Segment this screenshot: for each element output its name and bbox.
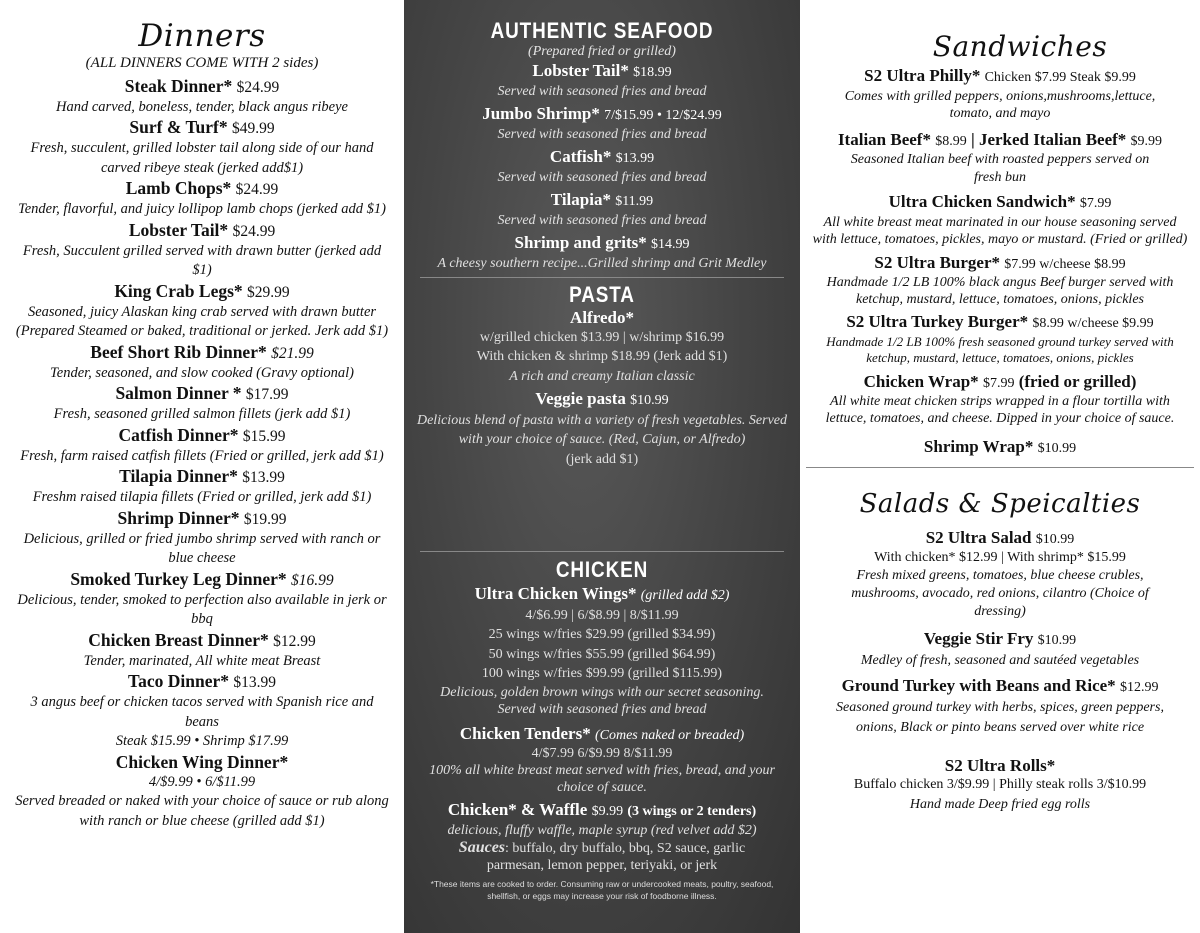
philly-name: S2 Ultra Philly* <box>864 66 981 85</box>
dinner-item-heading <box>0 508 404 530</box>
tenders-note: (Comes naked or breaded) <box>594 727 745 743</box>
dinner-item-name: Smoked Turkey Leg Dinner* <box>70 568 287 589</box>
dinners-subtitle: (ALL DINNERS COME WITH 2 sides) <box>85 55 319 71</box>
wings-desc: Delicious, golden brown wings with our secret seasoning. Served with seasoned fries and bread <box>440 684 764 717</box>
ground-turkey-item <box>800 676 1200 698</box>
dinner-item-heading <box>0 281 404 303</box>
seafood-item-price: 7/$15.99 • 12/$24.99 <box>604 108 722 123</box>
dinner-item-name: Chicken Breast Dinner* <box>88 629 269 650</box>
rolls-prices: Buffalo chicken 3/$9.99 | Philly steak rolls 3/$10.99 <box>853 777 1147 792</box>
alfredo-desc: A rich and creamy Italian classic <box>509 368 695 384</box>
turkey-burger-desc: Handmade 1/2 LB 100% fresh seasoned ground turkey served with ketchup, mustard, lettuce, tomatoes, onions, pickles <box>826 333 1174 365</box>
dinner-item-heading <box>0 425 404 447</box>
seafood-item-name: Tilapia* <box>550 190 611 209</box>
seafood-subtitle: (Prepared fried or grilled) <box>528 44 676 59</box>
dinner-item-desc: Delicious, grilled or fried jumbo shrimp served with ranch or blue cheese <box>23 530 381 566</box>
dinner-item-heading <box>0 569 404 591</box>
rolls-desc: Hand made Deep fried egg rolls <box>909 796 1091 812</box>
italian-beef-separator: | <box>966 129 979 149</box>
wings-item <box>404 584 800 606</box>
dinner-item-desc: Tender, seasoned, and slow cooked (Gravy optional) <box>50 364 354 381</box>
wrap-note: (fried or grilled) <box>1018 371 1137 391</box>
philly-desc: Comes with grilled peppers, onions,mushrooms,lettuce, tomato, and mayo <box>844 88 1156 121</box>
dinner-item-price: $13.99 <box>242 469 285 486</box>
dinner-item-extra: Steak $15.99 • Shrimp $17.99 <box>115 733 289 749</box>
waffle-name: Chicken* & Waffle <box>447 800 588 819</box>
dark-center-column <box>404 0 800 933</box>
dinner-item-price: $19.99 <box>243 510 287 528</box>
philly-item <box>800 66 1200 88</box>
seafood-item-heading <box>404 189 800 212</box>
seafood-item-price: $11.99 <box>615 194 654 209</box>
seafood-item-desc: Served with seasoned fries and bread <box>497 170 707 185</box>
ground-turkey-price: $12.99 <box>1119 680 1159 695</box>
burger-item <box>800 253 1200 275</box>
dinners-title: Dinners <box>138 18 266 54</box>
dinner-item-price: $15.99 <box>242 427 286 445</box>
seafood-item-heading <box>404 60 800 83</box>
dinner-item-heading <box>0 383 404 405</box>
seafood-item-desc: Served with seasoned fries and bread <box>497 127 707 142</box>
ucs-item <box>800 192 1200 214</box>
seafood-item-price: $18.99 <box>633 65 672 80</box>
dinner-item-desc: Seasoned, juicy Alaskan king crab served with drawn butter (Prepared Steamed or baked, traditional or jerked. Jerk add $1) <box>15 303 389 339</box>
veggie-pasta-desc: Delicious blend of pasta with a variety of fresh vegetables. Served with your choice of sauce. (Red, Cajun, or Alfredo) <box>416 412 787 447</box>
dinner-item-price: $24.99 <box>235 181 279 198</box>
wings-50: 50 wings w/fries $55.99 (grilled $64.99) <box>488 646 716 662</box>
dinner-item-heading <box>0 117 404 139</box>
wings-note: (grilled add $2) <box>640 588 730 603</box>
sandwiches-title: Sandwiches <box>932 30 1108 63</box>
dinner-item-heading <box>0 178 404 200</box>
dinner-item-desc: Fresh, farm raised catfish fillets (Fried or grilled, jerk add $1) <box>20 447 384 464</box>
dinner-item-extra: Served breaded or naked with your choice of sauce or rub along with ranch or blue cheese (grilled add $1) <box>15 793 389 829</box>
turkey-burger-item <box>800 312 1200 334</box>
seafood-item-desc: A cheesy southern recipe...Grilled shrimp and Grit Medley <box>437 256 767 271</box>
alfredo-name: Alfredo* <box>570 308 634 327</box>
dinner-item-heading <box>0 76 404 98</box>
dinner-item-price: $49.99 <box>231 120 275 137</box>
tenders-prices: 4/$7.99 6/$9.99 8/$11.99 <box>531 746 673 761</box>
ground-turkey-name: Ground Turkey with Beans and Rice* <box>841 676 1116 695</box>
salad-name: S2 Ultra Salad <box>925 527 1032 547</box>
dinner-item-desc: 3 angus beef or chicken tacos served with Spanish rice and beans <box>30 694 374 730</box>
dinner-item-name: Surf & Turf* <box>129 117 228 137</box>
salads-title: Salads & Speicalties <box>859 488 1141 519</box>
stirfry-price: $10.99 <box>1037 633 1077 648</box>
dinner-item-desc: Fresh, seasoned grilled salmon fillets (jerk add $1) <box>53 406 351 422</box>
italian-beef-desc: Seasoned Italian beef with roasted peppers served on fresh bun <box>850 152 1150 185</box>
shrimp-wrap-price: $10.99 <box>1037 441 1077 456</box>
jerked-beef-name: Jerked Italian Beef* <box>978 129 1127 149</box>
wrap-name: Chicken Wrap* <box>863 371 979 391</box>
dinner-item-name: King Crab Legs* <box>114 280 243 301</box>
dinner-item-heading <box>0 671 404 693</box>
pasta-title: PASTA <box>569 282 635 307</box>
ground-turkey-desc: Seasoned ground turkey with herbs, spices, green peppers, onions, Black or pinto beans served over white rice <box>836 699 1164 735</box>
wings-prices: 4/$6.99 | 6/$8.99 | 8/$11.99 <box>525 607 679 623</box>
wings-25: 25 wings w/fries $29.99 (grilled $34.99) <box>488 627 716 642</box>
ucs-name: Ultra Chicken Sandwich* <box>888 192 1076 211</box>
dinner-item-price: $13.99 <box>233 674 276 691</box>
wings-100: 100 wings w/fries $99.99 (grilled $115.99) <box>481 666 723 681</box>
dinners-list <box>0 76 404 832</box>
seafood-item-heading <box>404 232 800 255</box>
stirfry-desc: Medley of fresh, seasoned and sautéed vegetables <box>860 652 1140 668</box>
divider <box>420 277 784 278</box>
seafood-item-price: $13.99 <box>615 151 655 166</box>
dinner-item-heading <box>0 342 404 364</box>
dinner-item-name: Salmon Dinner * <box>115 383 242 403</box>
dinner-item-heading <box>0 752 404 773</box>
salad-desc: Fresh mixed greens, tomatoes, blue cheese crubles, mushrooms, avocado, red onions, cilantro (Choice of dressing) <box>851 568 1149 619</box>
seafood-item-price: $14.99 <box>651 237 690 252</box>
dinner-item-heading <box>0 630 404 652</box>
waffle-price: $9.99 <box>591 804 624 819</box>
tenders-name: Chicken Tenders* <box>459 723 591 743</box>
burger-price: $7.99 w/cheese $8.99 <box>1004 256 1126 272</box>
italian-beef-price: $8.99 <box>935 133 967 149</box>
seafood-item-heading <box>404 103 800 126</box>
dinner-item-desc: Tender, flavorful, and juicy lollipop lamb chops (jerked add $1) <box>18 201 386 217</box>
wrap-price: $7.99 <box>982 375 1015 391</box>
seafood-item-name: Lobster Tail* <box>532 61 629 80</box>
seafood-item-desc: Served with seasoned fries and bread <box>497 84 707 99</box>
wings-name: Ultra Chicken Wings* <box>474 584 637 603</box>
seafood-title: AUTHENTIC SEAFOOD <box>490 18 714 43</box>
philly-price: Chicken $7.99 Steak $9.99 <box>984 70 1136 85</box>
jerked-beef-price: $9.99 <box>1130 133 1163 149</box>
dinner-item-name: Chicken Wing Dinner* <box>115 751 289 772</box>
dinner-item-name: Catfish Dinner* <box>118 424 239 445</box>
seafood-item-heading <box>404 146 800 169</box>
salad-price: $10.99 <box>1035 531 1075 547</box>
dinner-item-heading <box>0 466 404 488</box>
dinner-item-desc: Tender, marinated, All white meat Breast <box>83 652 321 669</box>
dinner-item-name: Lobster Tail* <box>128 219 229 240</box>
veggie-pasta-item <box>404 389 800 411</box>
dinner-item-price: $21.99 <box>271 344 314 362</box>
disclaimer: *These items are cooked to order. Consuming raw or undercooked meats, poultry, seafood, shellfish, or eggs may increase your risk of foodborne illness. <box>430 878 774 901</box>
dinner-item-price: $24.99 <box>232 222 276 240</box>
dinner-item-desc: Freshm raised tilapia fillets (Fried or grilled, jerk add $1) <box>32 489 372 505</box>
dinner-item-name: Taco Dinner* <box>128 671 229 691</box>
waffle-item <box>404 800 800 822</box>
chicken-title: CHICKEN <box>555 557 649 582</box>
shrimp-wrap-name: Shrimp Wrap* <box>923 437 1034 456</box>
shrimp-wrap-item <box>800 437 1200 459</box>
burger-name: S2 Ultra Burger* <box>874 252 1001 272</box>
dinner-item-desc: Fresh, Succulent grilled served with drawn butter (jerked add $1) <box>22 242 382 278</box>
dinner-item-name: Beef Short Rib Dinner* <box>90 341 267 362</box>
divider <box>420 551 784 552</box>
wrap-desc: All white meat chicken strips wrapped in a flour tortilla with lettuce, tomatoes, and cheese. Dipped in your choice of sauce. <box>825 394 1175 426</box>
sandwiches-column <box>800 0 1200 933</box>
dinner-item-name: Tilapia Dinner* <box>119 466 238 486</box>
dinner-item-price: $29.99 <box>247 283 290 301</box>
burger-desc: Handmade 1/2 LB 100% black angus Beef burger served with ketchup, mustard, lettuce, tomatoes, onions, pickles <box>826 275 1174 307</box>
ucs-price: $7.99 <box>1079 196 1112 211</box>
alfredo-line2: With chicken & shrimp $18.99 (Jerk add $1) <box>476 349 728 364</box>
italian-beef-item <box>800 130 1200 152</box>
seafood-item-name: Catfish* <box>549 147 612 166</box>
salad-item <box>800 528 1200 550</box>
veggie-pasta-price: $10.99 <box>630 393 669 408</box>
dinner-item-name: Shrimp Dinner* <box>117 507 240 528</box>
dinner-item-heading <box>0 220 404 242</box>
dinner-item-desc: Hand carved, boneless, tender, black angus ribeye <box>56 98 348 115</box>
dinner-item-name: Steak Dinner* <box>124 75 233 96</box>
turkey-burger-price: $8.99 w/cheese $9.99 <box>1032 316 1154 331</box>
dinner-item-desc: Fresh, succulent, grilled lobster tail along side of our hand carved ribeye steak (jerked add$1) <box>30 140 374 176</box>
stirfry-item <box>800 629 1200 651</box>
salad-prices: With chicken* $12.99 | With shrimp* $15.99 <box>874 550 1126 565</box>
seafood-item-name: Shrimp and grits* <box>514 233 647 252</box>
sauces <box>404 839 800 874</box>
dinner-item-desc: 4/$9.99 • 6/$11.99 <box>148 773 256 790</box>
tenders-item <box>404 724 800 746</box>
dinner-item-price: $24.99 <box>236 78 280 96</box>
turkey-burger-name: S2 Ultra Turkey Burger* <box>846 312 1029 331</box>
dinner-item-price: $16.99 <box>291 571 334 589</box>
dinner-item-desc: Delicious, tender, smoked to perfection also available in jerk or bbq <box>17 591 387 627</box>
dinners-column <box>0 0 404 933</box>
waffle-note: (3 wings or 2 tenders) <box>627 804 757 819</box>
divider <box>806 467 1194 468</box>
dinner-item-price: $12.99 <box>273 632 316 650</box>
veggie-pasta-name: Veggie pasta <box>535 389 626 408</box>
wrap-item <box>800 372 1200 394</box>
dinner-item-name: Lamb Chops* <box>125 178 232 198</box>
seafood-item-name: Jumbo Shrimp* <box>482 104 600 123</box>
stirfry-name: Veggie Stir Fry <box>923 629 1034 648</box>
veggie-pasta-note: (jerk add $1) <box>565 451 639 467</box>
seafood-item-desc: Served with seasoned fries and bread <box>497 213 707 228</box>
seafood-list <box>404 60 800 273</box>
tenders-desc: 100% all white breast meat served with fries, bread, and your choice of sauce. <box>429 763 775 795</box>
dinner-item-price: $17.99 <box>245 386 289 403</box>
italian-beef-name: Italian Beef* <box>837 129 931 149</box>
sauces-label: Sauces <box>458 838 506 856</box>
sauces-list: : buffalo, dry buffalo, bbq, S2 sauce, garlic parmesan, lemon pepper, teriyaki, or jerk <box>486 840 746 873</box>
rolls-name: S2 Ultra Rolls* <box>944 755 1056 775</box>
waffle-desc: delicious, fluffy waffle, maple syrup (red velvet add $2) <box>447 822 757 838</box>
ucs-desc: All white breast meat marinated in our house seasoning served with lettuce, tomatoes, pickles, mayo or mustard. (Fried or grilled) <box>812 214 1188 247</box>
alfredo-line1: w/grilled chicken $13.99 | w/shrimp $16.99 <box>479 329 725 345</box>
